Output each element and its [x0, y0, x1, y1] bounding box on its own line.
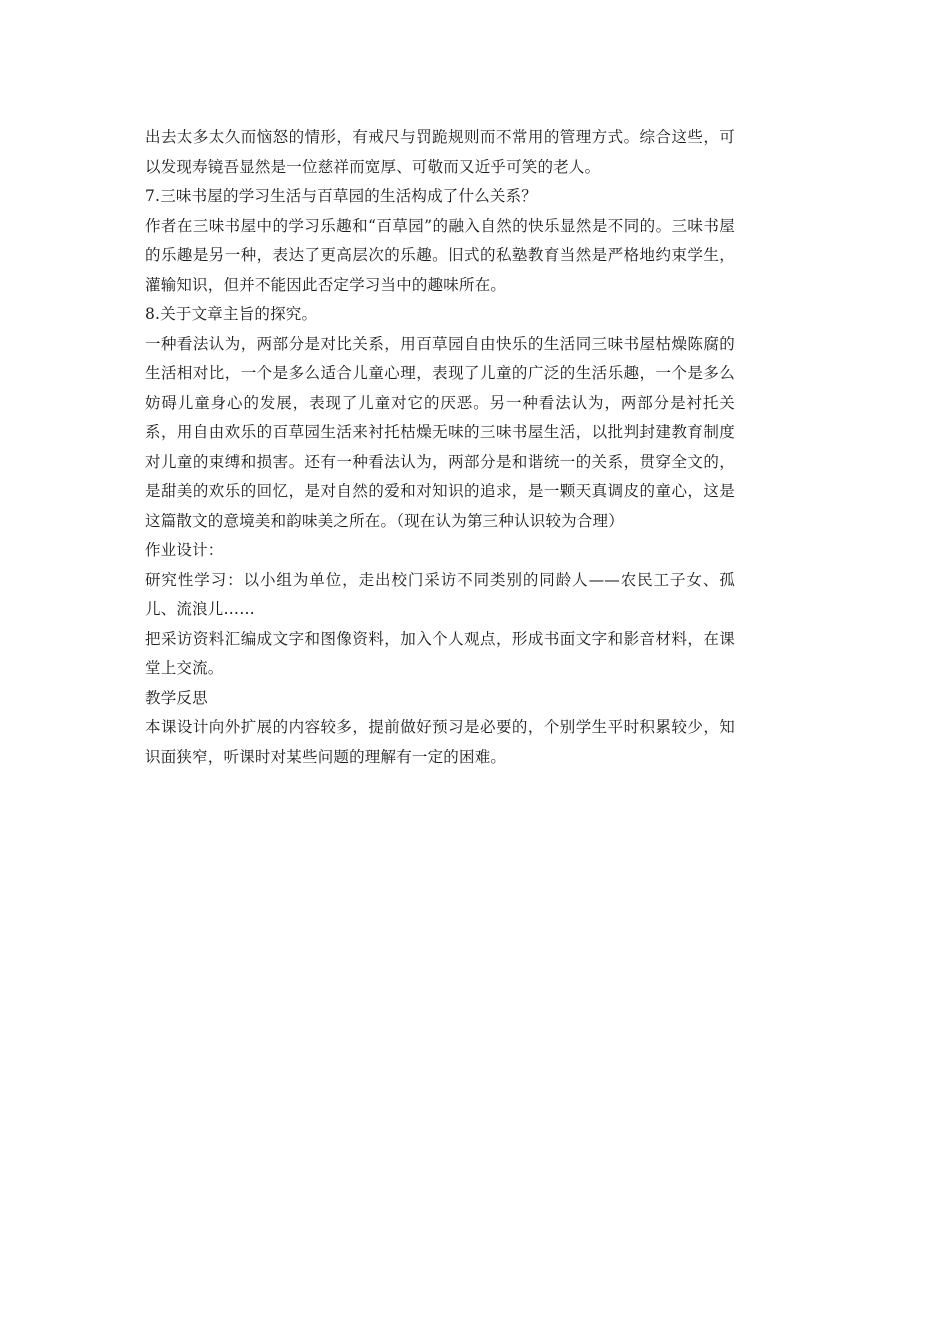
reflection-heading: 教学反思: [145, 688, 208, 707]
question-7-heading: 7.三味书屋的学习生活与百草园的生活构成了什么关系？: [145, 187, 537, 205]
paragraph-teacher-summary: 出去太多太久而恼怒的情形，有戒尺与罚跪规则而不常用的管理方式。综合这些，可以发现寿镜吾显然是一位慈祥而宽厚、可敬而又近乎可笑的老人。: [145, 128, 735, 176]
question-8-heading: 8.关于文章主旨的探究。: [145, 305, 318, 323]
document-body: [145, 123, 735, 772]
reflection-text: 本课设计向外扩展的内容较多，提前做好预习是必要的，个别学生平时积累较少，知识面狭窄，听课时对某些问题的理解有一定的困难。: [145, 718, 735, 766]
homework-research-task: 研究性学习：以小组为单位，走出校门采访不同类别的同龄人——农民工子女、孤儿、流浪儿……: [145, 570, 735, 618]
homework-compile-task: 把采访资料汇编成文字和图像资料，加入个人观点，形成书面文字和影音材料，在课堂上交流。: [145, 629, 735, 677]
question-7-answer: 作者在三味书屋中的学习乐趣和“百草园”的融入自然的快乐显然是不同的。三味书屋的乐趣是另一种，表达了更高层次的乐趣。旧式的私塾教育当然是严格地约束学生，灌输知识，但并不能因此否定学习当中的趣味所在。: [145, 216, 735, 294]
homework-heading: 作业设计：: [145, 541, 224, 559]
question-8-answer: 一种看法认为，两部分是对比关系，用百草园自由快乐的生活同三味书屋枯燥陈腐的生活相对比，一个是多么适合儿童心理，表现了儿童的广泛的生活乐趣，一个是多么妨碍儿童身心的发展，表现了儿童对它的厌恶。另一种看法认为，两部分是衬托关系，用自由欢乐的百草园生活来衬托枯燥无味的三味书屋生活，以批判封建教育制度对儿童的束缚和损害。还有一种看法认为，两部分是和谐统一的关系，贯穿全文的，是甜美的欢乐的回忆，是对自然的爱和对知识的追求，是一颗天真调皮的童心，这是这篇散文的意境美和韵味美之所在。（现在认为第三种认识较为合理）: [145, 334, 735, 530]
